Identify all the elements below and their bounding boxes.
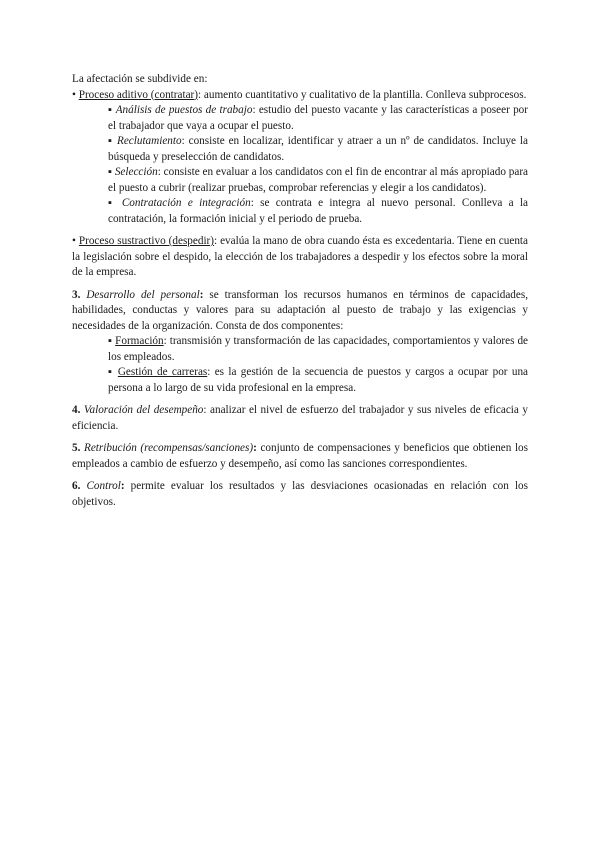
- section-text: conjunto de compensaciones y beneficios que obtienen los empleados a cambio de esfuerzo y desempeño, así como las sanciones correspondientes.: [72, 442, 529, 470]
- section-number: 6.: [72, 480, 81, 492]
- item-term: Gestión de carreras: [117, 366, 208, 378]
- section-text: se transforman los recursos humanos en términos de capacidades, habilidades, conductas y valores para su adaptación al puesto de trabajo y las exigencias y necesidades de la organización. Consta de dos componentes:: [72, 288, 528, 332]
- section-colon: :: [253, 442, 257, 454]
- section-colon: :: [120, 480, 125, 492]
- section-3-item-2: [72, 365, 528, 396]
- section-5-paragraph: [72, 441, 528, 472]
- aditivo-item-4: [72, 196, 528, 227]
- bullet: •: [72, 88, 76, 101]
- bullet: ▪: [108, 166, 112, 178]
- bullet: ▪: [108, 335, 113, 347]
- item-term: Selección: [114, 166, 158, 178]
- aditivo-paragraph: [72, 88, 528, 104]
- section-6-paragraph: [72, 479, 528, 510]
- item-text: : es la gestión de la secuencia de puestos y cargos a ocupar por una persona a lo largo de su vida profesional en la empresa.: [108, 366, 529, 394]
- sustractivo-text: : evalúa la mano de obra cuando ésta es excedentaria. Tiene en cuenta la legislación sobre el despido, la elección de los trabajadores a despedir y los efectos sobre la moral de la empresa.: [72, 235, 528, 278]
- item-text: : consiste en evaluar a los candidatos con el fin de encontrar al más apropiado para el puesto a cubrir (realizar pruebas, comprobar referencias y elegir a los candidatos).: [108, 166, 529, 194]
- section-number: 3.: [72, 288, 81, 301]
- aditivo-term: Proceso aditivo (contratar): [78, 88, 199, 101]
- intro-line: La afectación se subdivide en:: [72, 73, 208, 85]
- item-text: : estudio del puesto vacante y las características a poseer por el trabajador que vaya a ocupar el puesto.: [108, 104, 528, 132]
- bullet: ▪: [108, 366, 114, 378]
- section-text: permite evaluar los resultados y las desviaciones ocasionadas en relación con los objetivos.: [72, 480, 528, 508]
- aditivo-item-1: [72, 103, 528, 134]
- aditivo-item-2: [72, 134, 528, 165]
- section-term: Retribución (recompensas/sanciones): [84, 442, 254, 454]
- section-3-paragraph: [72, 288, 528, 335]
- item-text: : se contrata e integra al nuevo personal. Conlleva a la contratación, la formación inicial y el periodo de prueba.: [108, 197, 528, 225]
- bullet: •: [72, 235, 76, 247]
- sustractivo-term: Proceso sustractivo (despedir): [78, 235, 215, 247]
- item-term: Contratación e integración: [121, 197, 251, 209]
- bullet: ▪: [108, 104, 113, 116]
- section-colon: :: [199, 288, 204, 301]
- section-3-item-1: [72, 334, 528, 365]
- section-4-paragraph: [72, 403, 528, 434]
- bullet: ▪: [108, 197, 116, 209]
- aditivo-item-3: [72, 165, 528, 196]
- item-text: : transmisión y transformación de las capacidades, comportamientos y valores de los empleados.: [108, 335, 528, 363]
- section-term: Desarrollo del personal: [86, 288, 200, 301]
- section-text: : analizar el nivel de esfuerzo del trabajador y sus niveles de eficacia y eficiencia.: [72, 404, 528, 432]
- item-term: Formación: [115, 335, 164, 347]
- item-term: Análisis de puestos de trabajo: [115, 104, 253, 116]
- item-text: : consiste en localizar, identificar y atraer a un nº de candidatos. Incluye la búsqueda y preselección de candidatos.: [108, 135, 528, 163]
- section-term: Control: [86, 480, 121, 492]
- section-term: Valoración del desempeño: [83, 404, 204, 416]
- section-number: 5.: [72, 442, 81, 454]
- item-term: Reclutamiento: [116, 135, 182, 147]
- bullet: ▪: [108, 135, 114, 147]
- sustractivo-paragraph: [72, 234, 528, 281]
- aditivo-text: : aumento cuantitativo y cualitativo de la plantilla. Conlleva subprocesos.: [198, 88, 527, 101]
- document-page: [72, 72, 528, 510]
- section-number: 4.: [72, 404, 81, 416]
